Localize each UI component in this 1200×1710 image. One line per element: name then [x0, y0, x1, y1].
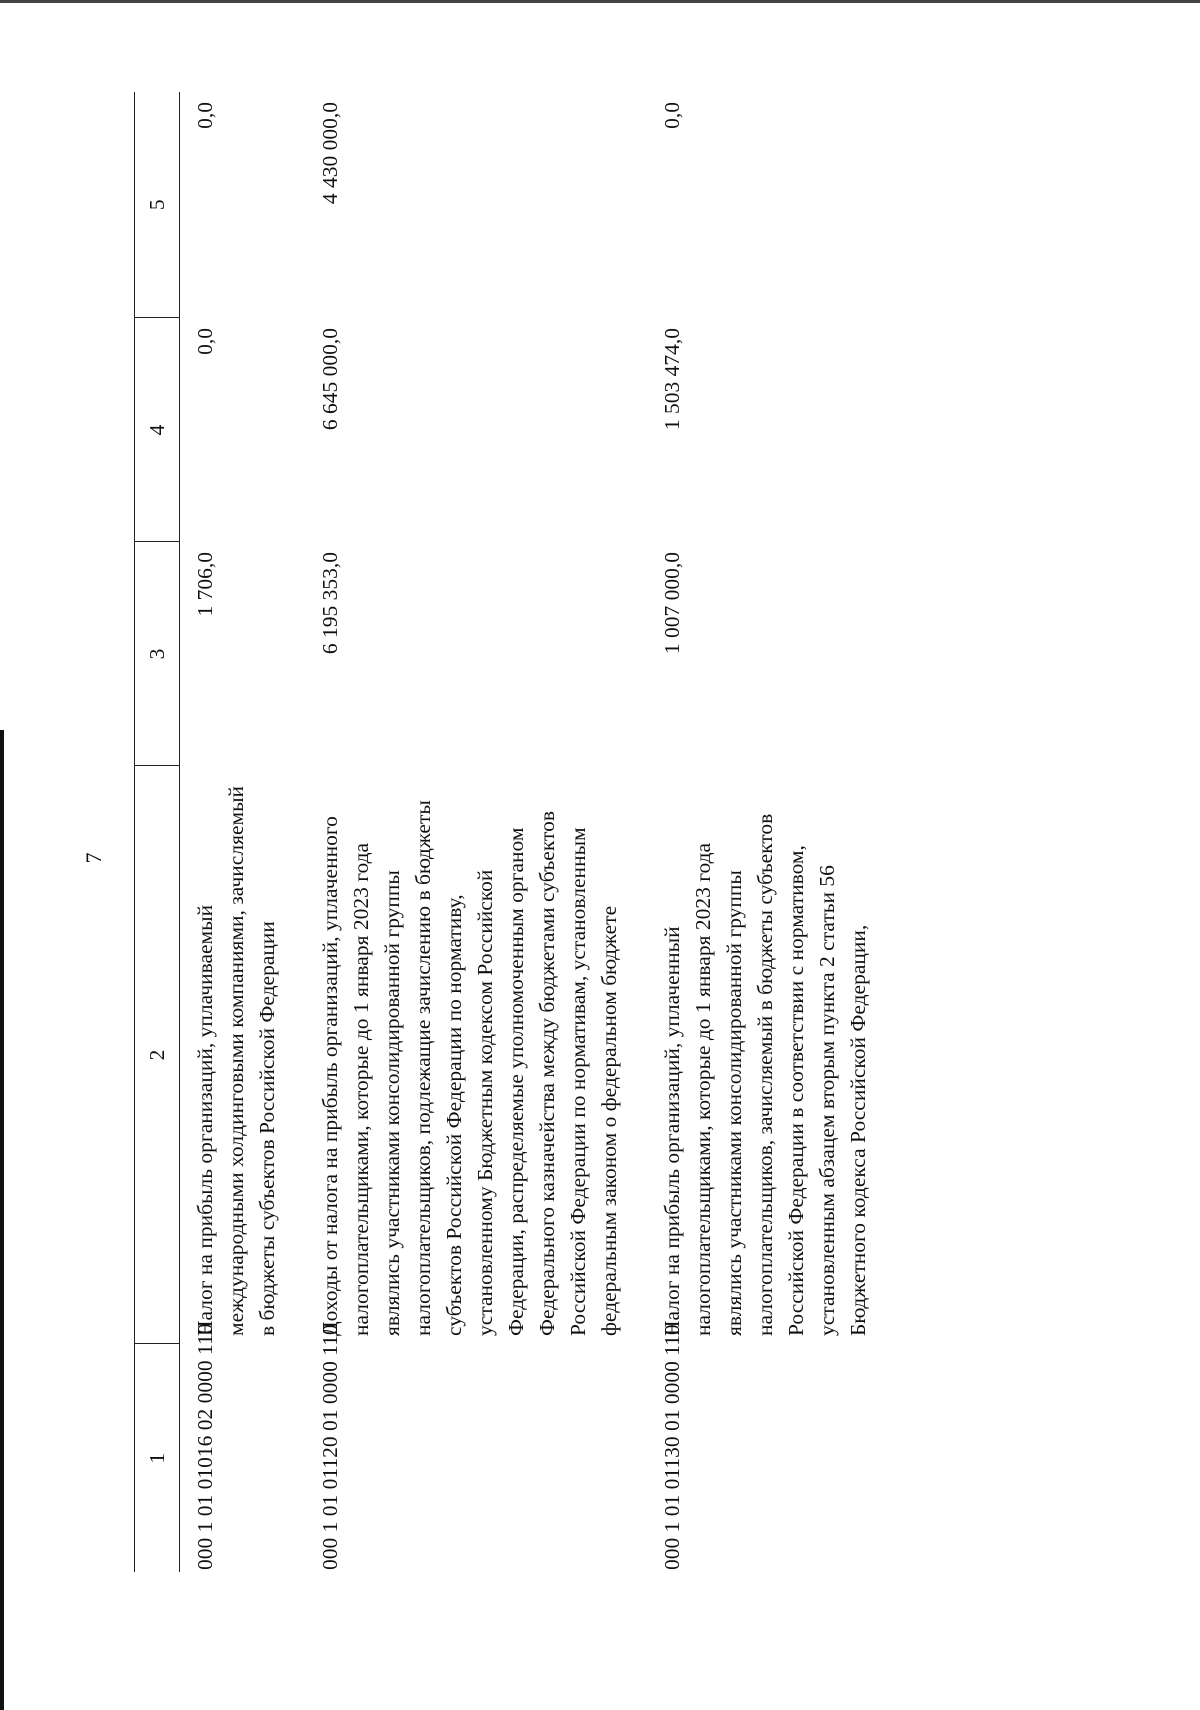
page-number: 7: [81, 852, 106, 864]
row-name: Налог на прибыль организаций, уплаченный налогоплательщиками, которые до 1 января 2023 года являлись участниками консолидированной группы налогоплательщиков, зачисляемый в бюджеты субъектов Российской Федерации в соответствии с нормативом, установленным абзацем вторым пункта 2 статьи 56 Бюджетного кодекса Российской Федерации,: [660, 813, 870, 1336]
table-row: [647, 92, 896, 1572]
header-col-1: 1: [135, 1344, 180, 1572]
row-value-col4: 6 645 000,0: [318, 328, 342, 431]
row-value-col3: 1 007 000,0: [660, 552, 684, 655]
row-value-col5: 0,0: [193, 102, 217, 129]
row-name: Доходы от налога на прибыль организаций, уплаченного налогоплательщиками, которые до 1 января 2023 года являлись участниками консолидированной группы налогоплательщиков, подлежащие зачислению в бюджеты субъектов Российской Федерации по нормативу, установленному Бюджетным кодексом Российской Федерации, распределяемые уполномоченным органом Федерального казначейства между бюджетами субъектов Российской Федерации по нормативам, установленным федеральным законом о федеральном бюджете: [318, 800, 621, 1336]
scan-edge-left: [0, 730, 4, 1710]
table-header-row: [135, 92, 180, 1572]
row-value-col4: 0,0: [193, 328, 217, 355]
header-col-5: 5: [135, 92, 180, 318]
row-value-col4: 1 503 474,0: [660, 328, 684, 431]
row-code: 000 1 01 01130 01 0000 110: [660, 1324, 684, 1570]
budget-table: [134, 92, 896, 1572]
table-row: [180, 92, 306, 1572]
row-code: 000 1 01 01016 02 0000 110: [193, 1323, 217, 1570]
row-value-col3: 6 195 353,0: [318, 552, 342, 655]
scan-edge-top: [0, 0, 1200, 3]
row-value-col5: 4 430 000,0: [318, 102, 342, 205]
header-col-2: 2: [135, 766, 180, 1344]
row-name: Налог на прибыль организаций, уплачиваемый международными холдинговыми компаниями, зачисляемый в бюджеты субъектов Российской Федерации: [193, 785, 279, 1336]
table-row: [305, 92, 647, 1572]
row-value-col5: 0,0: [660, 102, 684, 129]
rotated-table-container: [134, 92, 1184, 1572]
row-value-col3: 1 706,0: [193, 552, 217, 617]
row-code: 000 1 01 01120 01 0000 110: [318, 1324, 342, 1570]
header-col-3: 3: [135, 542, 180, 766]
header-col-4: 4: [135, 318, 180, 542]
